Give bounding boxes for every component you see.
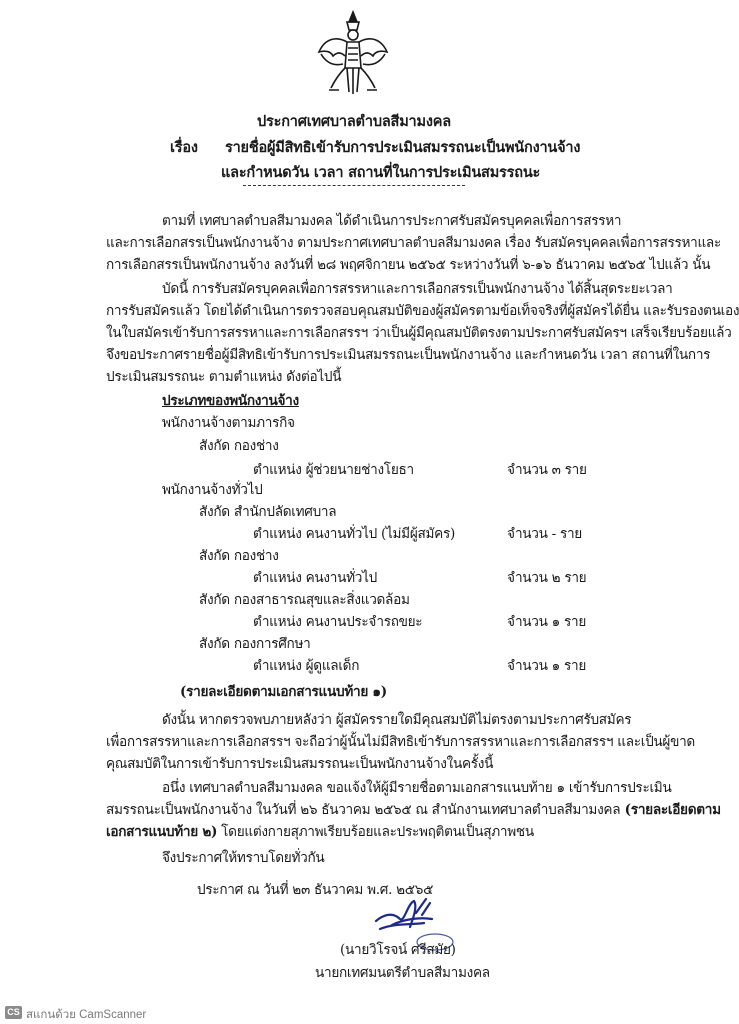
paragraph-4-line-1: อนึ่ง เทศบาลตำบลสีมามงคล ขอแจ้งให้ผู้มีรายชื่อตามเอกสารแนบท้าย ๑ เข้ารับการประเมิน (162, 780, 672, 796)
group-general-label: พนักงานจ้างทั่วไป (162, 482, 263, 498)
paragraph-3-line-3: คุณสมบัติในการเข้ารับการประเมินสมรรถนะเป็นพนักงานจ้างในครั้งนี้ (106, 756, 494, 772)
subject-line-2: และกำหนดวัน เวลา สถานที่ในการประเมินสมรรถนะ (221, 164, 541, 181)
paragraph-2-line-2: การรับสมัครแล้ว โดยได้ดำเนินการตรวจสอบคุณสมบัติของผู้สมัครตามข้อเท็จจริงที่ผู้สมัครได้ยื่น และรับรองตนเอง (106, 303, 739, 319)
signatory-name: (นายวิโรจน์ ศรีสมัย) (340, 942, 456, 958)
general-dept-1-affiliation: สังกัด สำนักปลัดเทศบาล (199, 504, 337, 520)
subject-label: เรื่อง (170, 139, 198, 156)
employee-types-heading: ประเภทของพนักงานจ้าง (162, 393, 299, 409)
general-dept-4-position: ตำแหน่ง ผู้ดูแลเด็ก (253, 658, 360, 674)
closing-statement: จึงประกาศให้ทราบโดยทั่วกัน (162, 850, 325, 866)
paragraph-2-line-1: บัดนี้ การรับสมัครบุคคลเพื่อการสรรหาและการเลือกสรรเป็นพนักงานจ้าง ได้สิ้นสุดระยะเวลา (162, 281, 673, 297)
general-dept-2-affiliation: สังกัด กองช่าง (199, 548, 279, 564)
paragraph-4-line-3-normal: โดยแต่งกายสุภาพเรียบร้อยและประพฤติตนเป็นสุภาพชน (217, 824, 534, 840)
general-dept-3-position: ตำแหน่ง คนงานประจำรถขยะ (253, 614, 423, 630)
general-dept-2-position: ตำแหน่ง คนงานทั่วไป (253, 570, 377, 586)
mission-dept-1-affiliation: สังกัด กองช่าง (199, 438, 279, 454)
general-dept-3-count: จำนวน ๑ ราย (507, 614, 586, 630)
paragraph-1-line-1: ตามที่ เทศบาลตำบลสีมามงคล ได้ดำเนินการประกาศรับสมัครบุคคลเพื่อการสรรหา (162, 213, 622, 229)
general-dept-3-affiliation: สังกัด กองสาธารณสุขและสิ่งแวดล้อม (199, 592, 410, 608)
paragraph-4-line-2-bold: (รายละเอียดตาม (620, 802, 721, 818)
paragraph-4-line-2-normal: สมรรถนะเป็นพนักงานจ้าง ในวันที่ ๒๖ ธันวาคม ๒๕๖๕ ณ สำนักงานเทศบาลตำบลสีมามงคล (106, 802, 621, 818)
general-dept-4-affiliation: สังกัด กองการศึกษา (199, 636, 311, 652)
general-dept-2-count: จำนวน ๒ ราย (507, 570, 587, 586)
camscanner-logo-icon: CS (5, 1006, 22, 1019)
announcement-title: ประกาศเทศบาลตำบลสีมามงคล (257, 113, 451, 130)
paragraph-3-line-2: เพื่อการสรรหาและการเลือกสรรฯ จะถือว่าผู้นั้นไม่มีสิทธิเข้ารับการสรรหาและการเลือกสรรฯ และเป็นผู้ขาด (106, 734, 695, 750)
camscanner-watermark: สแกนด้วย CamScanner (26, 1009, 147, 1021)
paragraph-2-line-5: ประเมินสมรรถนะ ตามตำแหน่ง ดังต่อไปนี้ (106, 369, 342, 385)
paragraph-1-line-2: และการเลือกสรรเป็นพนักงานจ้าง ตามประกาศเทศบาลตำบลสีมามงคล เรื่อง รับสมัครบุคคลเพื่อการสรรหาและ (106, 235, 721, 251)
paragraph-2-line-3: ในใบสมัครเข้ารับการสรรหาและการเลือกสรรฯ ว่าเป็นผู้มีคุณสมบัติตรงตามประกาศรับสมัครฯ เสร็จเรียบร้อยแล้ว (106, 325, 732, 341)
attachment-note: (รายละเอียดตามเอกสารแนบท้าย ๑) (180, 684, 387, 700)
paragraph-2-line-4: จึงขอประกาศรายชื่อผู้มีสิทธิเข้ารับการประเมินสมรรถนะเป็นพนักงานจ้าง และกำหนดวัน เวลา สถานที่ในการ (106, 347, 711, 363)
header-divider (243, 185, 465, 186)
general-dept-1-position: ตำแหน่ง คนงานทั่วไป (ไม่มีผู้สมัคร) (253, 526, 455, 542)
paragraph-4-line-3-bold: เอกสารแนบท้าย ๒) (106, 824, 218, 840)
garuda-emblem-icon (317, 8, 389, 98)
mission-dept-1-count: จำนวน ๓ ราย (507, 462, 587, 478)
paragraph-4-line-2 (106, 798, 721, 820)
paragraph-4-line-3 (106, 820, 534, 842)
group-mission-label: พนักงานจ้างตามภารกิจ (162, 415, 295, 431)
general-dept-4-count: จำนวน ๑ ราย (507, 658, 586, 674)
general-dept-1-count: จำนวน - ราย (507, 526, 582, 542)
paragraph-1-line-3: การเลือกสรรเป็นพนักงานจ้าง ลงวันที่ ๒๘ พฤศจิกายน ๒๕๖๕ ระหว่างวันที่ ๖-๑๖ ธันวาคม ๒๕๖๕ ไปแล้ว นั้น (106, 257, 711, 273)
announced-date: ประกาศ ณ วันที่ ๒๓ ธันวาคม พ.ศ. ๒๕๖๕ (197, 882, 434, 898)
paragraph-3-line-1: ดังนั้น หากตรวจพบภายหลังว่า ผู้สมัครรายใดมีคุณสมบัติไม่ตรงตามประกาศรับสมัคร (162, 712, 632, 728)
signatory-title: นายกเทศมนตรีตำบลสีมามงคล (315, 965, 490, 981)
mission-dept-1-position: ตำแหน่ง ผู้ช่วยนายช่างโยธา (253, 462, 414, 478)
subject-line-1: รายชื่อผู้มีสิทธิเข้ารับการประเมินสมรรถนะเป็นพนักงานจ้าง (225, 139, 581, 156)
